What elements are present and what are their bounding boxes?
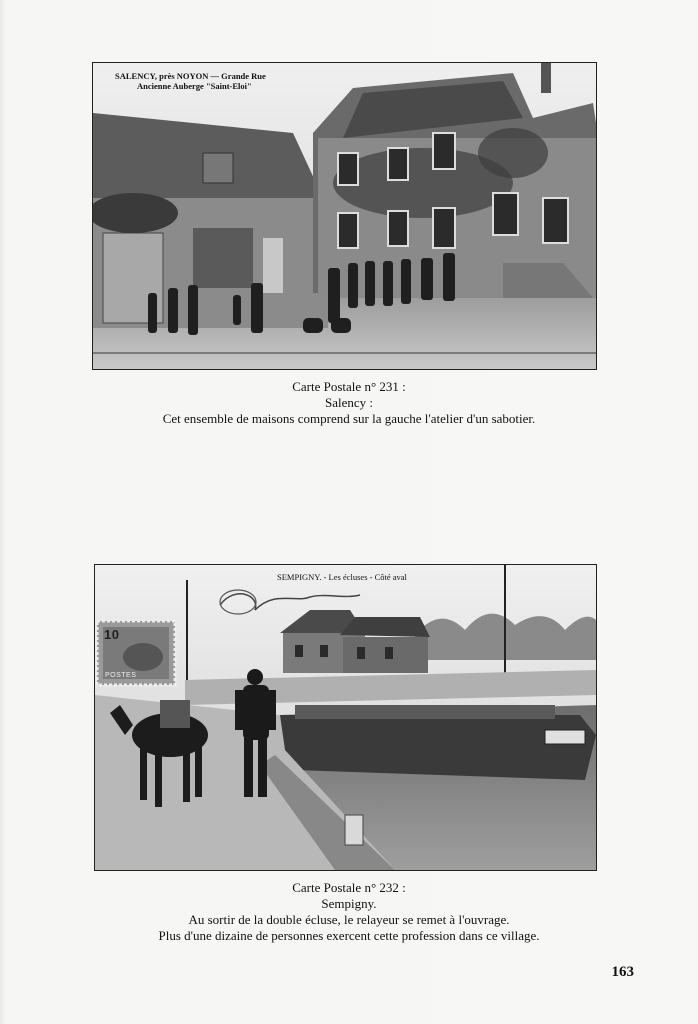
stamp-label: POSTES — [105, 672, 137, 679]
salency-street-illustration — [93, 63, 596, 369]
stamp-value: 10 — [104, 627, 120, 642]
postcard-2-title: SEMPIGNY. - Les écluses - Côté aval — [277, 572, 407, 582]
postcard-photo-salency — [92, 62, 597, 370]
caption-text: Cet ensemble de maisons comprend sur la gauche l'atelier d'un sabotier. — [162, 411, 536, 426]
page-number: 163 — [611, 964, 634, 980]
caption-postcard-232 — [0, 880, 698, 944]
caption-line-1: Au sortir de la double écluse, le relayeur se remet à l'ouvrage. — [188, 912, 510, 927]
caption-place: Salency : — [324, 395, 373, 410]
postcard-1-title-line1: SALENCY, près NOYON — Grande Rue — [115, 71, 266, 81]
caption-postcard-231 — [0, 379, 698, 427]
postcard-photo-sempigny — [94, 564, 597, 871]
caption-number: Carte Postale n° 231 : — [292, 379, 406, 394]
caption-line-2: Plus d'une dizaine de personnes exercent cette profession dans ce village. — [158, 928, 540, 943]
caption-number: Carte Postale n° 232 : — [292, 880, 406, 895]
postcard-2-printed-title — [277, 572, 407, 582]
postcard-1-printed-title — [115, 71, 266, 91]
sempigny-lock-illustration — [95, 565, 596, 870]
caption-place: Sempigny. — [321, 896, 377, 911]
postcard-1-title-line2: Ancienne Auberge "Saint-Eloi" — [137, 81, 252, 91]
